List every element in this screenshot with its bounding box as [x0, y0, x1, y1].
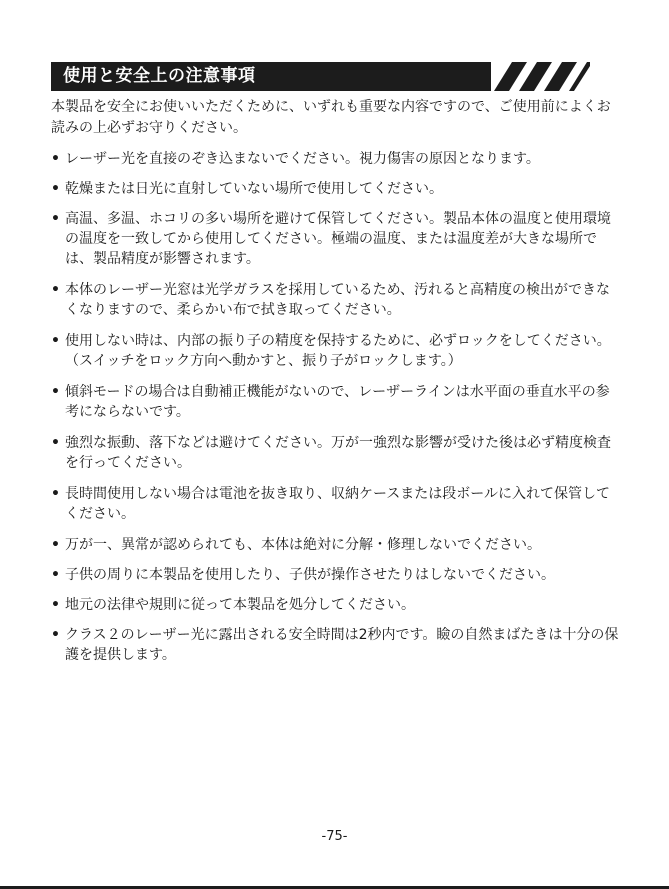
bullet-icon: •: [51, 181, 60, 197]
list-item-text: 使用しない時は、内部の振り子の精度を保持するために、必ずロックをしてください。（スイッチをロック方向へ動かすと、振り子がロックします。）: [65, 333, 611, 369]
list-item: [51, 209, 621, 269]
list-item-text: 子供の周りに本製品を使用したり、子供が操作させたりはしないでください。: [65, 567, 555, 583]
list-item: [51, 595, 621, 615]
list-item-text: 地元の法律や規則に従って本製品を処分してください。: [65, 597, 415, 613]
list-item: [51, 565, 621, 585]
section-title-bar: [51, 62, 491, 91]
bullet-icon: •: [51, 282, 60, 298]
list-item-text: 万が一、異常が認められても、本体は絶対に分解・修理しないでください。: [65, 537, 541, 553]
bullet-icon: •: [51, 211, 60, 227]
list-item-text: 強烈な振動、落下などは避けてください。万が一強烈な影響が受けた後は必ず精度検査を行ってください。: [65, 435, 611, 471]
list-item: [51, 535, 621, 555]
list-item-text: 本体のレーザー光窓は光学ガラスを採用しているため、汚れると高精度の検出ができなくなりますので、柔らかい布で拭き取ってください。: [65, 282, 611, 318]
bullet-icon: •: [51, 151, 60, 167]
list-item: [51, 433, 621, 473]
bullet-icon: •: [51, 384, 60, 400]
bullet-icon: •: [51, 333, 60, 349]
list-item-text: レーザー光を直接のぞき込まないでください。視力傷害の原因となります。: [65, 151, 540, 167]
list-item: [51, 331, 621, 371]
list-item: [51, 149, 621, 169]
list-item: [51, 179, 621, 199]
intro-paragraph: 本製品を安全にお使いいただくために、いずれも重要な内容ですので、ご使用前によくお読みの上必ずお守りください。: [51, 99, 611, 136]
bullet-icon: •: [51, 627, 60, 643]
bullet-icon: •: [51, 537, 60, 553]
bullet-icon: •: [51, 597, 60, 613]
list-item-text: 高温、多温、ホコリの多い場所を避けて保管してください。製品本体の温度と使用環境の温度を一致してから使用してください。極端の温度、または温度差が大きな場所では、製品精度が影響されます。: [65, 211, 611, 267]
decorative-stripes-icon: [480, 62, 590, 91]
list-item: [51, 484, 621, 524]
list-item: [51, 280, 621, 320]
bullet-icon: •: [51, 435, 60, 451]
caution-list: [51, 149, 621, 665]
list-item-text: クラス２のレーザー光に露出される安全時間は2秒内です。瞼の自然まばたきは十分の保護を提供します。: [65, 627, 619, 663]
list-item-text: 長時間使用しない場合は電池を抜き取り、収納ケースまたは段ボールに入れて保管してください。: [65, 486, 611, 522]
page-number: -75-: [321, 829, 348, 844]
bullet-icon: •: [51, 567, 60, 583]
list-item-text: 傾斜モードの場合は自動補正機能がないので、レーザーラインは水平面の垂直水平の参考にならないです。: [65, 384, 610, 420]
list-item-text: 乾燥または日光に直射していない場所で使用してください。: [65, 181, 443, 197]
list-item: [51, 382, 621, 422]
section-title: 使用と安全上の注意事項: [63, 66, 256, 86]
bullet-icon: •: [51, 486, 60, 502]
list-item: [51, 625, 621, 665]
